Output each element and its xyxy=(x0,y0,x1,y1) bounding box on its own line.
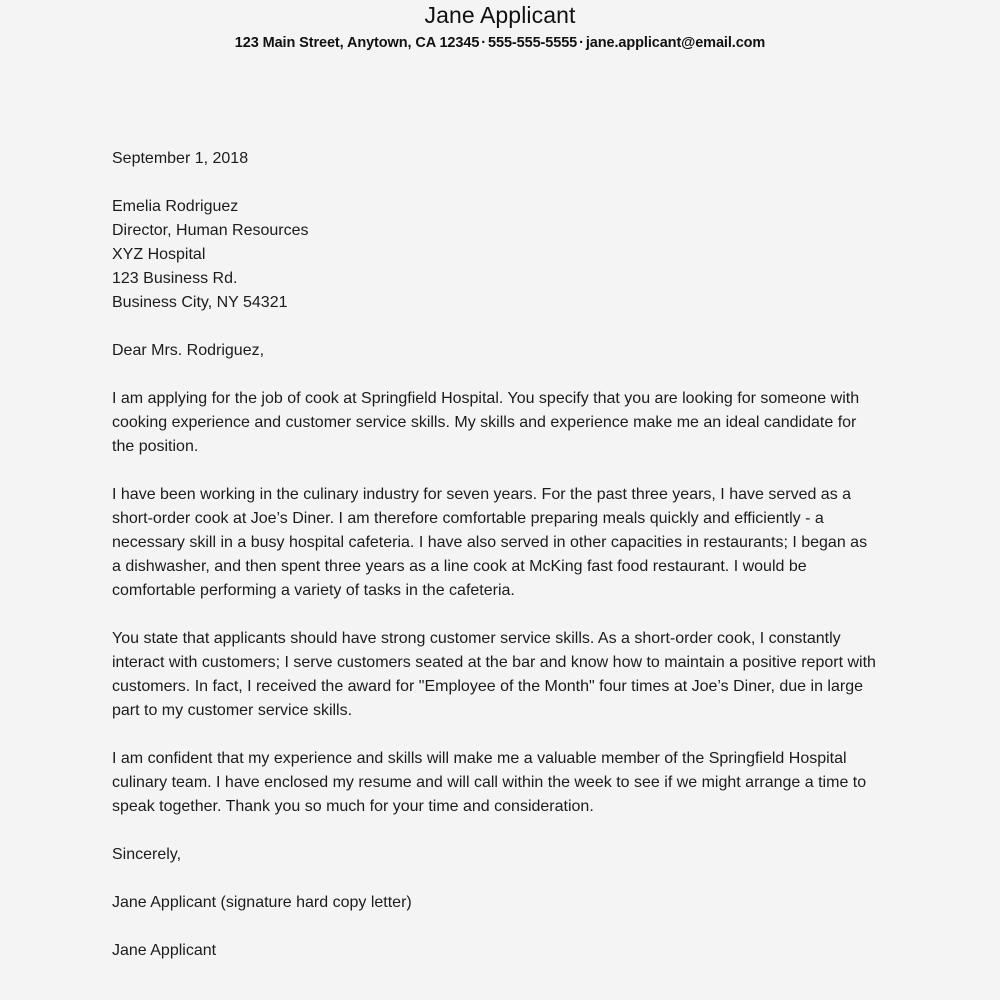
recipient-address-block xyxy=(112,195,880,315)
recipient-title: Director, Human Resources xyxy=(112,222,309,239)
signature-note: Jane Applicant (signature hard copy letter) xyxy=(112,894,412,911)
closing-salutation: Sincerely, xyxy=(112,846,182,863)
contact-info-line xyxy=(0,33,1000,53)
contact-phone: 555-555-5555 xyxy=(488,35,578,51)
contact-separator-1: · xyxy=(481,35,487,51)
contact-address: 123 Main Street, Anytown, CA 12345 xyxy=(234,35,480,51)
recipient-street: 123 Business Rd. xyxy=(112,270,238,287)
recipient-city-state-zip: Business City, NY 54321 xyxy=(112,294,288,311)
letter-paragraph-3: You state that applicants should have strong customer service skills. As a short-order cook, I constantly interact with customers; I serve customers seated at the bar and know how to maintain a positive report with customers. In fact, I received the award for "Employee of the Month" four times at Joe’s Diner, due in large part to my customer service skills. xyxy=(112,630,876,719)
letter-body xyxy=(112,147,880,963)
letter-paragraph-2: I have been working in the culinary industry for seven years. For the past three years, I have served as a short-order cook at Joe’s Diner. I am therefore comfortable preparing meals quickly and efficiently - a necessary skill in a busy hospital cafeteria. I have also served in other capacities in restaurants; I began as a dishwasher, and then spent three years as a line cook at McKing fast food restaurant. I would be comfortable performing a variety of tasks in the cafeteria. xyxy=(112,486,868,599)
signature-name: Jane Applicant xyxy=(112,942,217,959)
contact-email: jane.applicant@email.com xyxy=(585,35,766,51)
letter-paragraph-1: I am applying for the job of cook at Springfield Hospital. You specify that you are looking for someone with cooking experience and customer service skills. My skills and experience make me an ideal candidate for the position. xyxy=(112,390,860,455)
recipient-name: Emelia Rodriguez xyxy=(112,198,239,215)
salutation: Dear Mrs. Rodriguez, xyxy=(112,342,265,359)
letter-paragraph-4: I am confident that my experience and skills will make me a valuable member of the Springfield Hospital culinary team. I have enclosed my resume and will call within the week to see if we might arrange a time to speak together. Thank you so much for your time and consideration. xyxy=(112,750,867,815)
contact-separator-2: · xyxy=(579,35,584,51)
recipient-organization: XYZ Hospital xyxy=(112,246,206,263)
applicant-name-heading: Jane Applicant xyxy=(424,2,576,28)
letter-date: September 1, 2018 xyxy=(112,150,249,167)
letterhead xyxy=(0,0,1000,53)
